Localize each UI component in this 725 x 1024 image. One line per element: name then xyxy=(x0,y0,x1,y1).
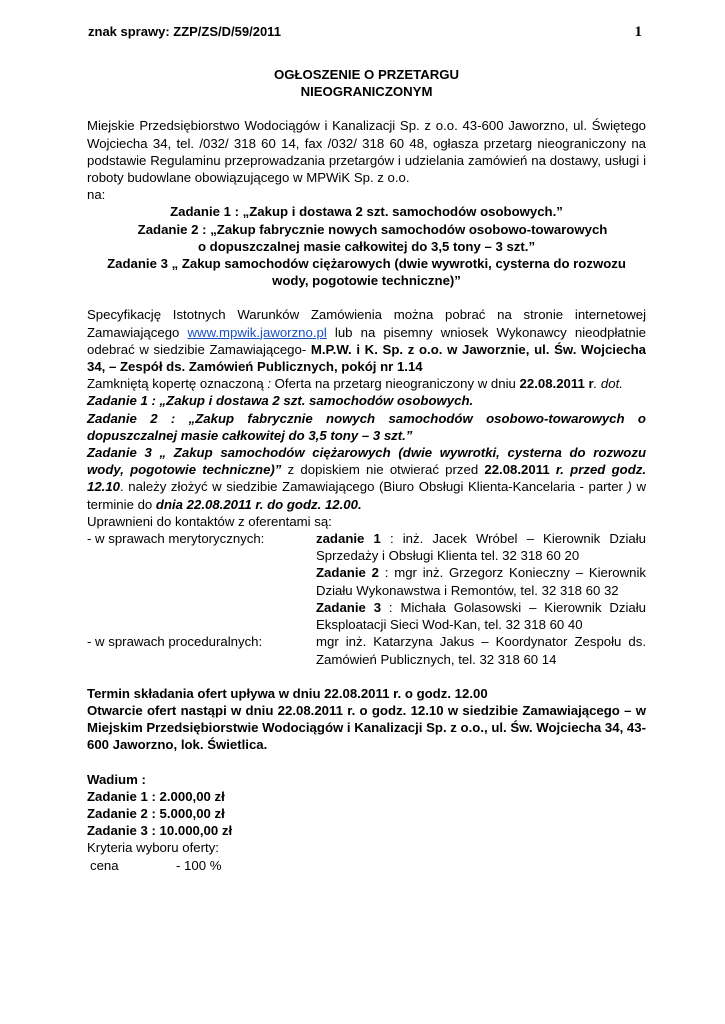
envelope-text-1: Zamkniętą kopertę oznaczoną xyxy=(87,376,268,392)
envelope-text-2: Oferta na przetarg nieograniczony w dniu xyxy=(271,376,520,392)
envelope-colon: : xyxy=(267,376,272,392)
envelope-submit: należy złożyć w siedzibie Zamawiającego (Biuro Obsługi Klienta-Kancelaria - parter xyxy=(123,479,628,495)
envelope-open-date: 22.08.2011 xyxy=(484,462,550,478)
contact-task-3-text: : Michała Golasowski – Kierownik Działu Eksploatacji Sieci Wod-Kan, tel. 32 318 60 40 xyxy=(316,599,646,633)
criteria-heading: Kryteria wyboru oferty: xyxy=(87,840,219,856)
envelope-task-2: Zadanie 2 : „Zakup fabrycznie nowych samochodów osobowo-towarowych o dopuszczalnej masie całkowitej do 3,5 tony – 3 szt.” xyxy=(87,410,646,443)
task-2-line-1: Zadanie 2 : „Zakup fabrycznie nowych samochodów osobowo-towarowych xyxy=(137,221,608,237)
envelope-note: z dopiskiem nie otwierać przed xyxy=(281,462,485,478)
submission-deadline: Termin składania ofert upływa w dniu 22.08.2011 r. o godz. 12.00 xyxy=(87,685,488,701)
envelope-task-3-title: Zadanie 3 „ Zakup samochodów ciężarowych (dwie wywrotki, cysterna do rozwozu wody, pogotowie techniczne)” xyxy=(87,445,646,478)
envelope-open-time: r. przed godz. 12.10 xyxy=(87,462,647,495)
contacts-heading: Uprawnieni do kontaktów z oferentami są: xyxy=(87,513,332,529)
website-link[interactable]: www.mpwik.jaworzno.pl xyxy=(187,324,327,340)
opening-info: Otwarcie ofert nastąpi w dniu 22.08.2011 r. o godz. 12.10 w siedzibie Zamawiającego – w Miejskim Przedsiębiorstwie Wodociągów i Kanalizacji Sp. z o.o., ul. Św. Wojciecha 34, 43-600 Jaworzno, lok. Świetlica. xyxy=(87,702,646,753)
criteria-price xyxy=(87,857,646,874)
title-line-2: NIEOGRANICZONYM xyxy=(300,84,433,100)
intro-paragraph: Miejskie Przedsiębiorstwo Wodociągów i Kanalizacji Sp. z o.o. 43-600 Jaworzno, ul. Świętego Wojciecha 34, tel. /032/ 318 60 14, fax /032/ 318 60 48, ogłasza przetarg nieograniczony na podstawie Regulaminu przeprowadzania przetargów i udzielania zamówień na dostawy, usługi i roboty budowlane obowiązującego w MPWiK Sp. z o.o. xyxy=(87,118,646,186)
task-3-line-2: wody, pogotowie techniczne)” xyxy=(272,273,461,289)
title-line-1: OGŁOSZENIE O PRZETARGU xyxy=(273,67,460,82)
page-number: 1 xyxy=(634,24,642,40)
page-header xyxy=(88,24,642,44)
envelope-date: 22.08.2011 xyxy=(519,376,585,392)
spec-paragraph xyxy=(87,306,646,375)
wadium-task-2: Zadanie 2 : 5.000,00 zł xyxy=(87,805,225,821)
spec-text-1: Specyfikację Istotnych Warunków Zamówienia można pobrać na stronie internetowej Zamawiającego xyxy=(87,307,646,340)
criteria-price-label: cena xyxy=(90,857,119,873)
contact-task-2-label: Zadanie 2 xyxy=(316,565,379,581)
envelope-task-1: Zadanie 1 : „Zakup i dostawa 2 szt. samochodów osobowych. xyxy=(87,393,474,409)
task-1: Zadanie 1 : „Zakup i dostawa 2 szt. samochodów osobowych.” xyxy=(170,204,563,220)
procedural-label: - w sprawach proceduralnych: xyxy=(87,634,263,650)
task-3-line-1: Zadanie 3 „ Zakup samochodów ciężarowych (dwie wywrotki, cysterna do rozwozu xyxy=(107,256,626,272)
wadium-heading: Wadium : xyxy=(87,771,146,787)
criteria-price-value: - 100 % xyxy=(176,857,222,873)
envelope-w: w terminie do xyxy=(87,479,646,512)
contact-task-1 xyxy=(316,530,646,564)
contact-task-2 xyxy=(316,564,646,598)
merit-label: - w sprawach merytorycznych: xyxy=(87,531,265,547)
envelope-period: . xyxy=(120,479,124,495)
envelope-deadline: dnia 22.08.2011 r. do godz. 12.00. xyxy=(155,496,362,512)
tasks-list xyxy=(87,203,646,289)
task-2-line-2: o dopuszczalnej masie całkowitej do 3,5 tony – 3 szt.” xyxy=(197,238,536,254)
envelope-paren: ) xyxy=(627,479,632,495)
merit-contacts xyxy=(316,530,646,633)
contact-task-2-text: : mgr inż. Grzegorz Konieczny – Kierownik Działu Wykonawstwa i Remontów, tel. 32 318 60 32 xyxy=(316,565,646,598)
contact-merit xyxy=(87,530,646,633)
contact-procedural xyxy=(87,633,646,667)
envelope-r: r xyxy=(584,376,594,392)
procedural-contact: mgr inż. Katarzyna Jakus – Koordynator Zespołu ds. Zamówień Publicznych, tel. 32 318 60 14 xyxy=(316,634,646,667)
envelope-task-3 xyxy=(87,444,646,513)
contact-task-3-label: Zadanie 3 xyxy=(316,599,382,615)
contact-task-1-text: : inż. Jacek Wróbel – Kierownik Działu Sprzedaży i Obsługi Klienta tel. 32 318 60 20 xyxy=(316,531,646,564)
case-reference: znak sprawy: ZZP/ZS/D/59/2011 xyxy=(88,24,281,39)
envelope-paragraph xyxy=(87,375,646,392)
intro-na: na: xyxy=(87,187,106,203)
wadium-task-1: Zadanie 1 : 2.000,00 zł xyxy=(87,788,225,804)
spec-address: M.P.W. i K. Sp. z o.o. w Jaworznie, ul. Św. Wojciecha 34, – Zespół ds. Zamówień Publicznych, pokój nr 1.14 xyxy=(87,341,647,375)
wadium-task-3: Zadanie 3 : 10.000,00 zł xyxy=(87,823,233,839)
spec-text-2: lub na pisemny wniosek Wykonawcy nieodpłatnie odebrać w siedzibie Zamawiającego- xyxy=(87,324,647,357)
contact-task-3 xyxy=(316,599,646,633)
contact-task-1-label: zadanie 1 xyxy=(316,531,381,547)
document-body xyxy=(87,66,646,874)
envelope-dot: . dot. xyxy=(593,376,623,392)
